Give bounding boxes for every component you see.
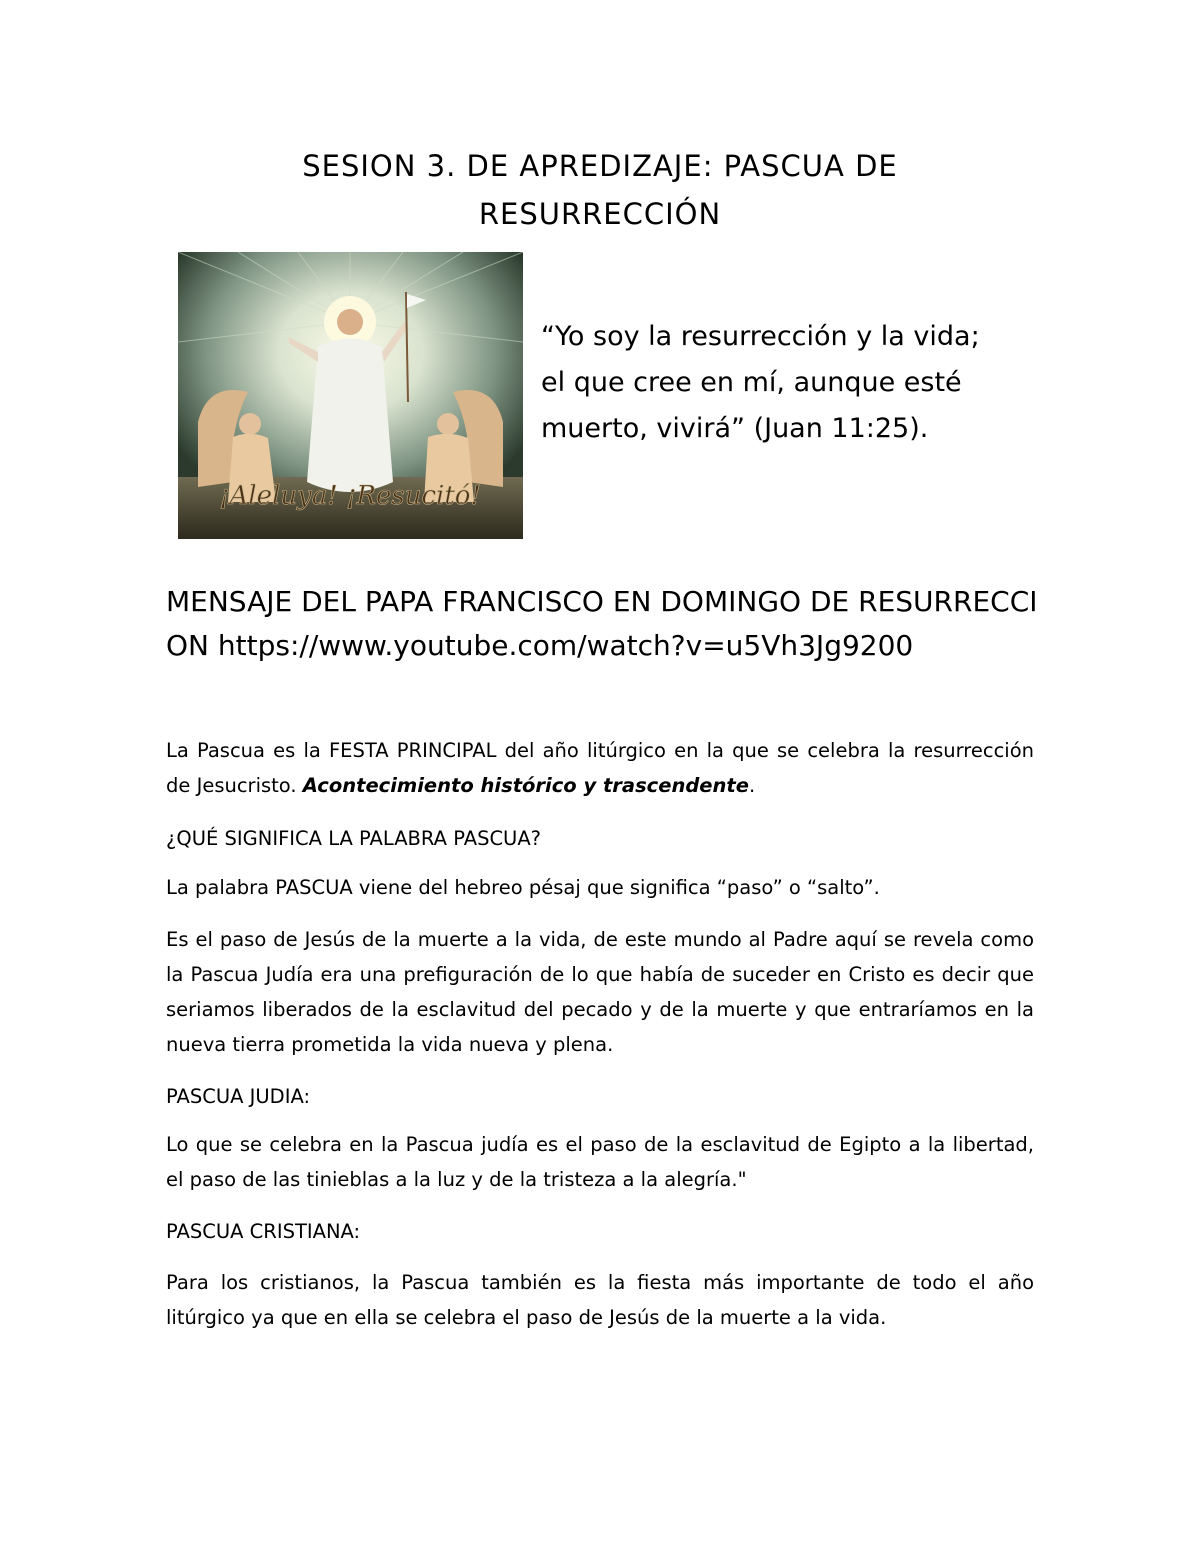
paragraph-pascua-cristiana: Para los cristianos, la Pascua también es la fiesta más importante de todo el año litúrgico ya que en ella se celebra el paso de Jesús de la muerte a la vida. [166,1271,1034,1329]
quote-line-3: muerto, vivirá” (Juan 11:25). [541,413,929,444]
title-line-2: RESURRECCIÓN [478,197,722,231]
paragraph-intro [166,733,1034,803]
resurrection-illustration [178,252,523,539]
video-headline[interactable]: MENSAJE DEL PAPA FRANCISCO EN DOMINGO DE RESURRECCION https://www.youtube.com/watch?v=u5Vh3Jg9200 [166,585,1038,662]
paragraph-intro-period: . [748,774,756,797]
bible-quote [541,314,1021,452]
paragraph-intro-emphasis: Acontecimiento histórico y trascendente [302,774,749,797]
quote-line-2: el que cree en mí, aunque esté [541,367,962,398]
paragraph-intro-text: La Pascua es la FESTA PRINCIPAL del año litúrgico en la que se celebra la resurrección de Jesucristo. [166,739,1034,797]
heading-pascua-cristiana: PASCUA CRISTIANA: [166,1220,361,1243]
resurrection-image [178,252,523,539]
page-title [200,142,1000,238]
paragraph-paso: Es el paso de Jesús de la muerte a la vida, de este mundo al Padre aquí se revela como la Pascua Judía era una prefiguración de lo que había de suceder en Cristo es decir que seriamos liberados de la esclavitud del pecado y de la muerte y que entraríamos en la nueva tierra prometida la vida nueva y plena. [166,928,1034,1056]
section-question: ¿QUÉ SIGNIFICA LA PALABRA PASCUA? [166,827,542,850]
paragraph-pascua-judia: Lo que se celebra en la Pascua judía es el paso de la esclavitud de Egipto a la libertad, el paso de las tinieblas a la luz y de la tristeza a la alegría." [166,1133,1034,1191]
paragraph-pascua-meaning: La palabra PASCUA viene del hebreo pésaj que significa “paso” o “salto”. [166,876,880,899]
image-caption: ¡Aleluya! ¡Resucitó! [219,481,481,511]
quote-line-1: “Yo soy la resurrección y la vida; [541,321,980,352]
title-line-1: SESION 3. DE APREDIZAJE: PASCUA DE [302,149,898,183]
heading-pascua-judia: PASCUA JUDIA: [166,1085,311,1108]
